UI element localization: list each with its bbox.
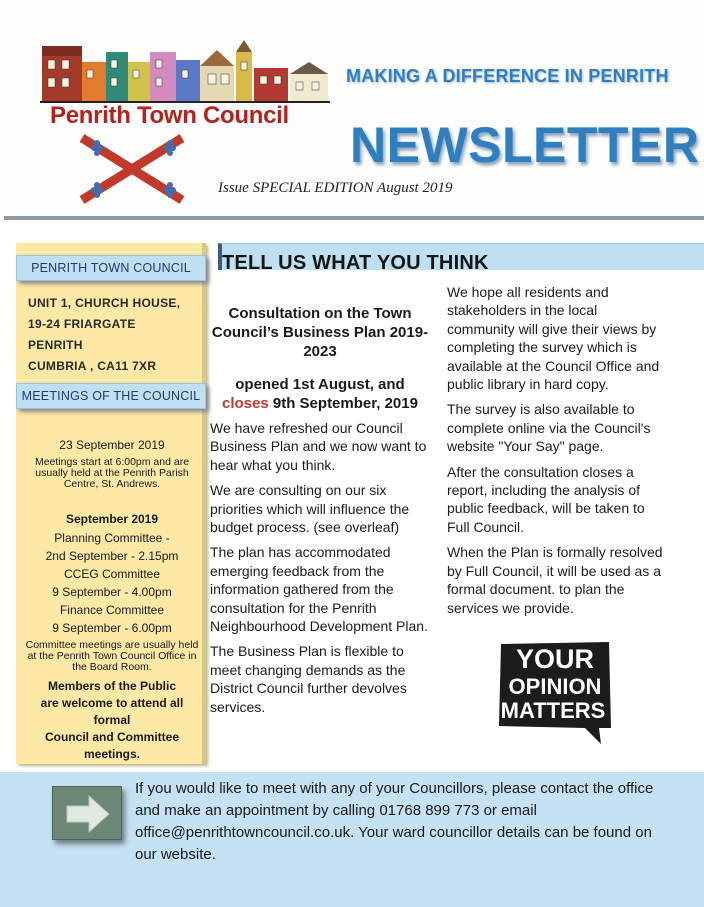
committee-time: 9 September - 4.00pm bbox=[52, 585, 172, 599]
council-meeting-date: 23 September 2019 bbox=[59, 438, 165, 452]
meetings-heading: MEETINGS OF THE COUNCIL bbox=[16, 383, 206, 409]
sidebar bbox=[16, 243, 206, 764]
right-column bbox=[447, 283, 665, 624]
paragraph: We hope all residents and stakeholders in the local community will give their views by completing the survey which is available at the Council Office and public library in hard copy. bbox=[447, 284, 660, 393]
committee-month: September 2019 bbox=[65, 512, 159, 526]
masthead bbox=[0, 0, 704, 224]
saltire-crest-icon bbox=[76, 134, 188, 204]
public-notice bbox=[22, 678, 202, 763]
paragraph: We have refreshed our Council Business Plan and we now want to hear what you think. bbox=[210, 420, 427, 473]
public-notice-line: formal bbox=[93, 713, 131, 727]
address-line: PENRITH bbox=[28, 338, 83, 352]
council-address bbox=[28, 293, 180, 377]
paragraph: The plan has accommodated emerging feedback from the information gathered from the consultation for the Penrith Neighbourhood Development Plan. bbox=[210, 544, 428, 635]
dates-closes bbox=[210, 394, 430, 413]
address-line: UNIT 1, CHURCH HOUSE, bbox=[28, 296, 181, 310]
paragraph: We are consulting on our six priorities which will influence the budget process. (see overleaf) bbox=[210, 482, 410, 536]
newsletter-title: NEWSLETTER bbox=[350, 117, 700, 173]
public-notice-line: Council and Committee bbox=[44, 730, 179, 744]
town-buildings-logo bbox=[40, 40, 330, 104]
paragraph: After the consultation closes a report, including the analysis of public feedback, will be taken to Full Council. bbox=[447, 463, 645, 535]
public-notice-line: Members of the Public bbox=[47, 679, 177, 693]
badge-line: MATTERS bbox=[500, 698, 606, 723]
section-title: TELL US WHAT YOU THINK bbox=[222, 252, 489, 274]
paragraph: When the Plan is formally resolved by Full Council, it will be used as a formal document. to plan the services we provide. bbox=[447, 544, 663, 616]
left-column bbox=[210, 304, 430, 723]
issue-line: Issue SPECIAL EDITION August 2019 bbox=[218, 180, 453, 196]
committee-time: 9 September - 6.00pm bbox=[52, 621, 172, 635]
badge-line: YOUR bbox=[515, 644, 595, 674]
committee-name: Planning Committee - bbox=[54, 531, 170, 545]
committee-name: CCEG Committee bbox=[63, 567, 161, 581]
public-notice-line: meetings. bbox=[83, 747, 140, 761]
header-divider bbox=[4, 216, 704, 220]
council-meeting-note: Meetings start at 6:00pm and are usually held at the Penrith Parish Centre, St. Andrews. bbox=[34, 456, 190, 490]
arrow-right-icon bbox=[52, 786, 122, 840]
consultation-dates bbox=[210, 375, 430, 413]
address-line: 19-24 FRIARGATE bbox=[28, 317, 136, 331]
closes-date: 9th September, 2019 bbox=[268, 395, 418, 412]
dates-opened: opened 1st August, and bbox=[235, 376, 405, 393]
council-name: Penrith Town Council bbox=[50, 102, 289, 129]
paragraph: The survey is also available to complete online via the Council's website "Your Say" page. bbox=[447, 401, 651, 455]
closes-word: closes bbox=[222, 395, 269, 412]
committee-name: Finance Committee bbox=[59, 603, 165, 617]
consultation-heading: Consultation on the Town Council’s Business Plan 2019-2023 bbox=[211, 305, 429, 360]
badge-line: OPINION bbox=[508, 674, 602, 699]
committee-time: 2nd September - 2.15pm bbox=[45, 549, 179, 563]
public-notice-line: are welcome to attend all bbox=[40, 696, 184, 710]
contact-text: If you would like to meet with any of your Councillors, please contact the office and make an appointment by calling 01768 899 773 or email office@penrithtowncouncil.co.uk. Your ward councillor details can be found on our website. bbox=[135, 780, 654, 863]
committee-note: Committee meetings are usually held at the Penrith Town Council Office in the Board Room. bbox=[25, 639, 199, 673]
council-heading: PENRITH TOWN COUNCIL bbox=[16, 255, 206, 281]
tagline: MAKING A DIFFERENCE IN PENRITH bbox=[346, 66, 669, 86]
paragraph: The Business Plan is flexible to meet changing demands as the District Council further devolves services. bbox=[210, 643, 407, 715]
speech-bubble-icon bbox=[495, 640, 615, 746]
address-line: CUMBRIA , CA11 7XR bbox=[28, 359, 157, 373]
